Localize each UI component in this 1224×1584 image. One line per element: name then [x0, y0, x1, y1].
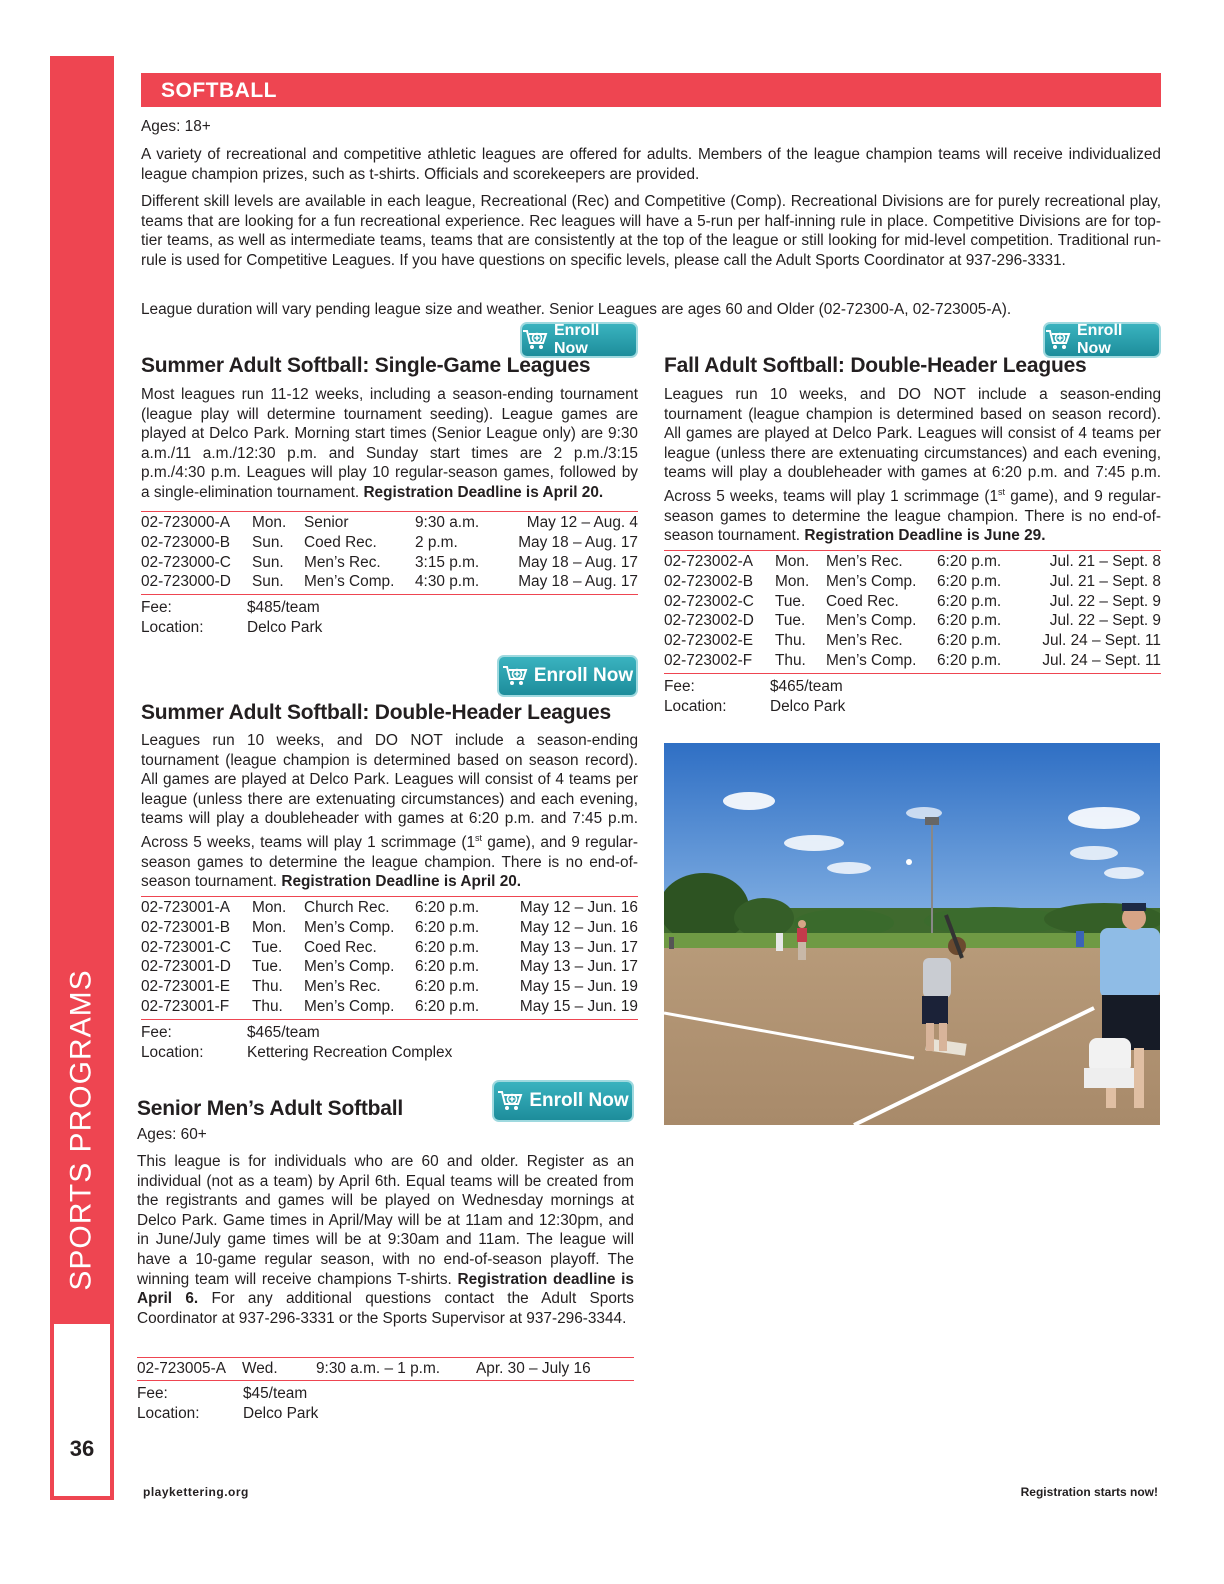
cart-plus-icon	[522, 329, 548, 351]
table-row: 02-723002-A Mon. Men’s Rec. 6:20 p.m. Jul. 21 – Sept. 8	[664, 553, 1161, 570]
senior-heading: Senior Men’s Adult Softball	[137, 1097, 404, 1120]
table-row: 02-723002-D Tue. Men’s Comp. 6:20 p.m. Jul. 22 – Sept. 9	[664, 612, 1161, 630]
fall-heading: Fall Adult Softball: Double-Header Leagues	[664, 354, 1087, 377]
table-row: 02-723001-B Mon. Men’s Comp. 6:20 p.m. May 12 – Jun. 16	[141, 918, 638, 936]
table-row: 02-723001-C Tue. Coed Rec. 6:20 p.m. May 13 – Jun. 17	[141, 938, 638, 956]
divider	[141, 511, 638, 512]
table-row: 02-723002-F Thu. Men’s Comp. 6:20 p.m. Jul. 24 – Sept. 11	[664, 651, 1161, 669]
fall-description: Leagues run 10 weeks, and DO NOT include a season-ending tournament (league champion is determined based on season record). All games are played at Delco Park. Leagues will consist of 4 teams per league (unless there are extenuating circumstances) and each evening, teams will play a doubleheader with games at 6:20 p.m. and 7:45 p.m. Across 5 weeks, teams will play 1 scrimmage (1st game), and 9 regular-season games to determine the league champion. There is no end-of-season tournament. Registration Deadline is June 29.	[664, 386, 1161, 545]
page-number: 36	[69, 1436, 95, 1461]
divider	[137, 1380, 634, 1381]
intro-paragraph-2: Different skill levels are available in each league, Recreational (Rec) and Competitive (Comp). Recreational Divisions are for purely recreational play, teams that are looking for a fun recreational experience. Rec leagues will have a 5-run per half-inning rule in place. Competitive Divisions are for top-tier teams, as well as intermediate teams, teams that are consistently at the top of the league or still looking for mid-level competition. Traditional run-rule is used for Competitive Leagues. If you have questions on specific levels, please call the Adult Sports Coordinator at 937-296-3331.	[141, 193, 1161, 269]
banner-title: SOFTBALL	[161, 79, 277, 102]
table-row: 02-723000-D Sun. Men’s Comp. 4:30 p.m. May 18 – Aug. 17	[141, 573, 638, 591]
section-label: SPORTS PROGRAMS	[65, 969, 99, 1291]
divider	[664, 673, 1161, 674]
fee-value: $465/team	[247, 1024, 320, 1041]
divider	[141, 1019, 638, 1020]
fee-value: $45/team	[243, 1385, 308, 1402]
fall-fee-location: Fee: $465/team Location: Delco Park	[664, 678, 846, 715]
fee-value: $485/team	[247, 599, 320, 616]
double-summer-heading: Summer Adult Softball: Double-Header Leagues	[141, 701, 611, 724]
divider	[664, 550, 1161, 551]
single-game-fee-location: Fee: $485/team Location: Delco Park	[141, 599, 323, 636]
location-value: Kettering Recreation Complex	[247, 1044, 453, 1061]
table-row: 02-723002-E Thu. Men’s Rec. 6:20 p.m. Jul. 24 – Sept. 11	[664, 632, 1161, 650]
single-game-heading: Summer Adult Softball: Single-Game Leagues	[141, 354, 591, 377]
cart-plus-icon	[502, 665, 528, 687]
footer-tagline: Registration starts now!	[1020, 1485, 1158, 1499]
ages-text: Ages: 18+	[141, 118, 211, 135]
location-value: Delco Park	[770, 698, 846, 715]
intro-paragraph-1: A variety of recreational and competitive athletic leagues are offered for adults. Members of the league champion teams will receive individualized league champion prizes, such as t-shirts. Officials and scorekeepers are provided.	[141, 146, 1161, 183]
cart-plus-icon	[1045, 329, 1071, 351]
enroll-now-button-double-summer[interactable]: Enroll Now	[497, 655, 638, 697]
softball-game-photo	[664, 743, 1160, 1125]
senior-description: This league is for individuals who are 60 and older. Register as an individual (not as a team) by April 6th. Equal teams will be created from the registrants and games will be played on Wednesday mornings at Delco Park. Game times in April/May will be at 11am and 12:30pm, and in June/July game times will be at 9:30am and 11am. The league will have a 10-game regular season, with no end-of-season playoff. The winning team will receive champions T-shirts. Registration deadline is April 6. For any additional questions contact the Adult Sports Coordinator at 937-296-3331 or the Sports Supervisor at 937-296-3344.	[137, 1153, 634, 1327]
table-row: 02-723001-F Thu. Men’s Comp. 6:20 p.m. May 15 – Jun. 19	[141, 997, 638, 1015]
table-row: 02-723002-C Tue. Coed Rec. 6:20 p.m. Jul. 22 – Sept. 9	[664, 592, 1161, 610]
table-row: 02-723000-B Sun. Coed Rec. 2 p.m. May 18 – Aug. 17	[141, 533, 638, 551]
single-game-description: Most leagues run 11-12 weeks, including a season-ending tournament (league play will determine tournament seeding). League games are played at Delco Park. Morning start times (Senior League only) are 9:30 a.m./11 a.m./12:30 p.m. and Sunday start times are 2 p.m./3:15 p.m./4:30 p.m. Leagues will play 10 regular-season games, followed by a single-elimination tournament. Registration Deadline is April 20.	[141, 386, 638, 501]
table-row: 02-723005-A Wed. 9:30 a.m. – 1 p.m. Apr. 30 – July 16	[137, 1360, 591, 1377]
location-value: Delco Park	[247, 619, 323, 636]
enroll-now-button-senior[interactable]: Enroll Now	[492, 1080, 634, 1122]
cart-plus-icon	[497, 1090, 523, 1112]
fall-schedule-table	[664, 552, 1161, 671]
location-value: Delco Park	[243, 1405, 319, 1422]
table-row: 02-723001-E Thu. Men’s Rec. 6:20 p.m. May 15 – Jun. 19	[141, 978, 638, 996]
intro-paragraph-3: League duration will vary pending league size and weather. Senior Leagues are ages 60 and Older (02-72300-A, 02-723005-A).	[141, 301, 1012, 318]
divider	[137, 1357, 634, 1358]
senior-fee-location: Fee: $45/team Location: Delco Park	[137, 1385, 319, 1422]
table-row: 02-723000-C Sun. Men’s Rec. 3:15 p.m. May 18 – Aug. 17	[141, 553, 638, 571]
double-summer-schedule-table	[141, 898, 638, 1017]
table-row: 02-723001-D Tue. Men’s Comp. 6:20 p.m. May 13 – Jun. 17	[141, 958, 638, 976]
double-summer-fee-location: Fee: $465/team Location: Kettering Recreation Complex	[141, 1024, 453, 1061]
enroll-now-button-single-game[interactable]: Enroll Now	[520, 322, 638, 358]
table-row: 02-723002-B Mon. Men’s Comp. 6:20 p.m. Jul. 21 – Sept. 8	[664, 572, 1161, 590]
table-row: 02-723000-A Mon. Senior 9:30 a.m. May 12 – Aug. 4	[141, 514, 638, 531]
section-banner	[141, 73, 1161, 107]
enroll-now-button-fall[interactable]: Enroll Now	[1043, 322, 1161, 358]
footer-website[interactable]: playkettering.org	[143, 1485, 249, 1499]
divider	[141, 594, 638, 595]
double-summer-description: Leagues run 10 weeks, and DO NOT include a season-ending tournament (league champion is determined based on season record). All games are played at Delco Park. Leagues will consist of 4 teams per league (unless there are extenuating circumstances) and each evening, teams will play a doubleheader with games at 6:20 p.m. and 7:45 p.m. Across 5 weeks, teams will play 1 scrimmage (1st game), and 9 regular-season games to determine the league champion. There is no end-of-season tournament. Registration Deadline is April 20.	[141, 732, 638, 891]
page-number-box	[50, 1324, 114, 1500]
table-row: 02-723001-A Mon. Church Rec. 6:20 p.m. May 12 – Jun. 16	[141, 899, 638, 916]
divider	[141, 896, 638, 897]
fee-value: $465/team	[770, 678, 843, 695]
catcher	[1084, 1038, 1134, 1088]
single-game-schedule-table	[141, 513, 638, 592]
senior-schedule-table	[137, 1359, 634, 1379]
senior-ages: Ages: 60+	[137, 1126, 207, 1143]
